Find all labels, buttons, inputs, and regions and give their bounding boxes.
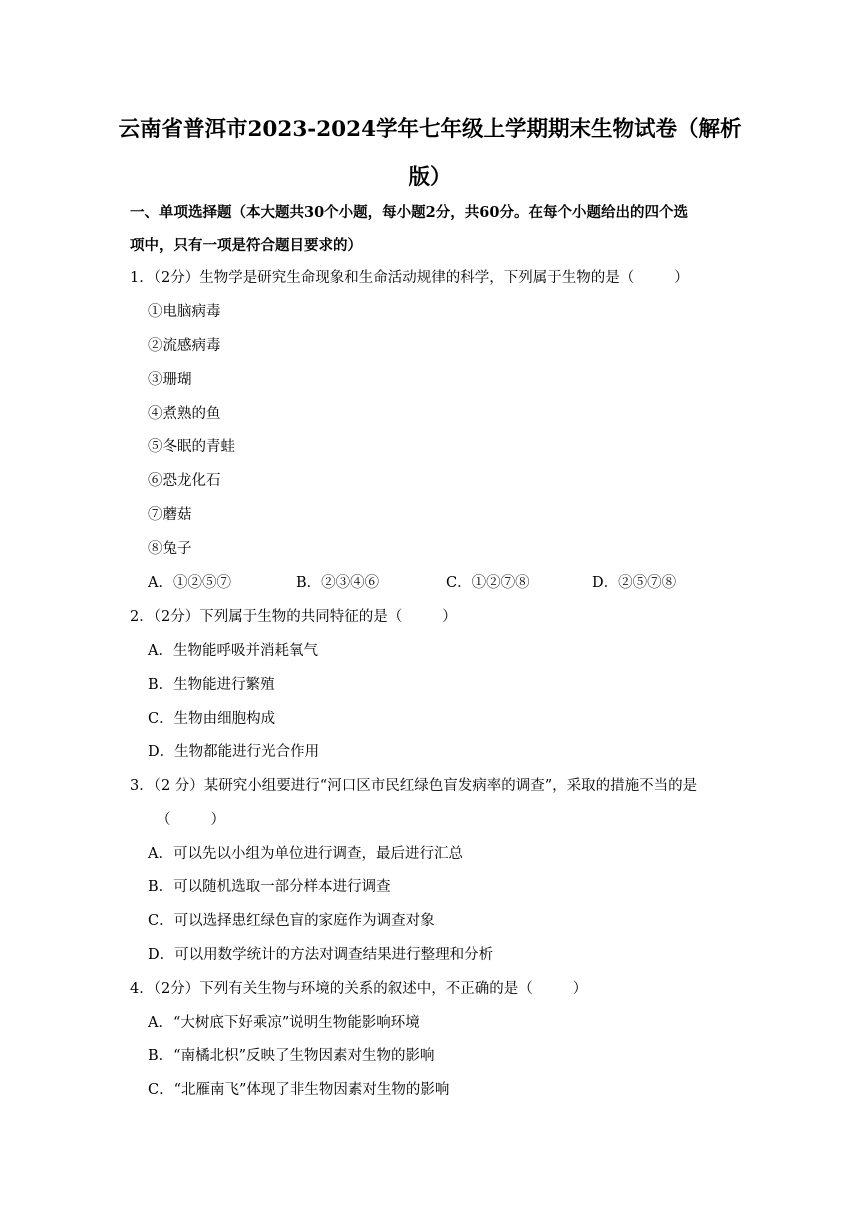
section-heading — [130, 196, 740, 262]
question-1-item: ⑦蘑菇 — [148, 507, 192, 523]
section-heading-line-1: 一、单项选择题（本大题共30个小题，每小题2分，共60分。在每个小题给出的四个选 — [130, 204, 688, 221]
question-1-option-a[interactable]: A．①②⑤⑦ — [148, 575, 231, 591]
question-4-stem: 4．（2分）下列有关生物与环境的关系的叙述中，不正确的是（ ） — [130, 981, 588, 997]
question-1-item: ⑥恐龙化石 — [148, 473, 221, 489]
question-4-option-b[interactable]: B．“南橘北枳”反映了生物因素对生物的影响 — [148, 1048, 435, 1064]
document-title — [110, 106, 750, 202]
question-1-item: ①电脑病毒 — [148, 304, 221, 320]
question-1-item: ④煮熟的鱼 — [148, 406, 221, 422]
question-1-item: ⑤冬眠的青蛙 — [148, 439, 235, 455]
title-line-2: 版） — [408, 165, 452, 190]
question-3-option-c[interactable]: C．可以选择患红绿色盲的家庭作为调查对象 — [148, 913, 435, 929]
question-2-option-d[interactable]: D．生物都能进行光合作用 — [148, 744, 320, 760]
question-1-item: ⑧兔子 — [148, 541, 192, 557]
question-1-item: ②流感病毒 — [148, 338, 221, 354]
section-heading-line-2: 项中，只有一项是符合题目要求的） — [130, 237, 362, 254]
question-3-option-a[interactable]: A．可以先以小组为单位进行调查，最后进行汇总 — [148, 846, 463, 862]
question-3-option-b[interactable]: B．可以随机选取一部分样本进行调查 — [148, 879, 391, 895]
question-3-stem: 3．（2 分）某研究小组要进行“河口区市民红绿色盲发病率的调查”，采取的措施不当的是 — [130, 778, 698, 794]
question-2-option-b[interactable]: B．生物能进行繁殖 — [148, 677, 275, 693]
question-1-option-c[interactable]: C．①②⑦⑧ — [446, 575, 530, 591]
question-4-option-a[interactable]: A．“大树底下好乘凉”说明生物能影响环境 — [148, 1015, 420, 1031]
question-1-option-b[interactable]: B．②③④⑥ — [296, 575, 380, 591]
question-2-option-a[interactable]: A．生物能呼吸并消耗氧气 — [148, 643, 318, 659]
question-4-option-c[interactable]: C．“北雁南飞”体现了非生物因素对生物的影响 — [148, 1082, 450, 1098]
title-line-1: 云南省普洱市2023-2024学年七年级上学期期末生物试卷（解析 — [118, 117, 742, 142]
question-2-stem: 2．（2分）下列属于生物的共同特征的是（ ） — [130, 609, 457, 625]
question-3-option-d[interactable]: D．可以用数学统计的方法对调查结果进行整理和分析 — [148, 947, 494, 963]
question-1-stem: 1．（2分）生物学是研究生命现象和生命活动规律的科学，下列属于生物的是（ ） — [130, 270, 689, 286]
question-1-option-d[interactable]: D．②⑤⑦⑧ — [592, 575, 677, 591]
question-2-option-c[interactable]: C．生物由细胞构成 — [148, 711, 276, 727]
question-3-stem-continued: （ ） — [156, 812, 225, 828]
question-1-item: ③珊瑚 — [148, 372, 192, 388]
